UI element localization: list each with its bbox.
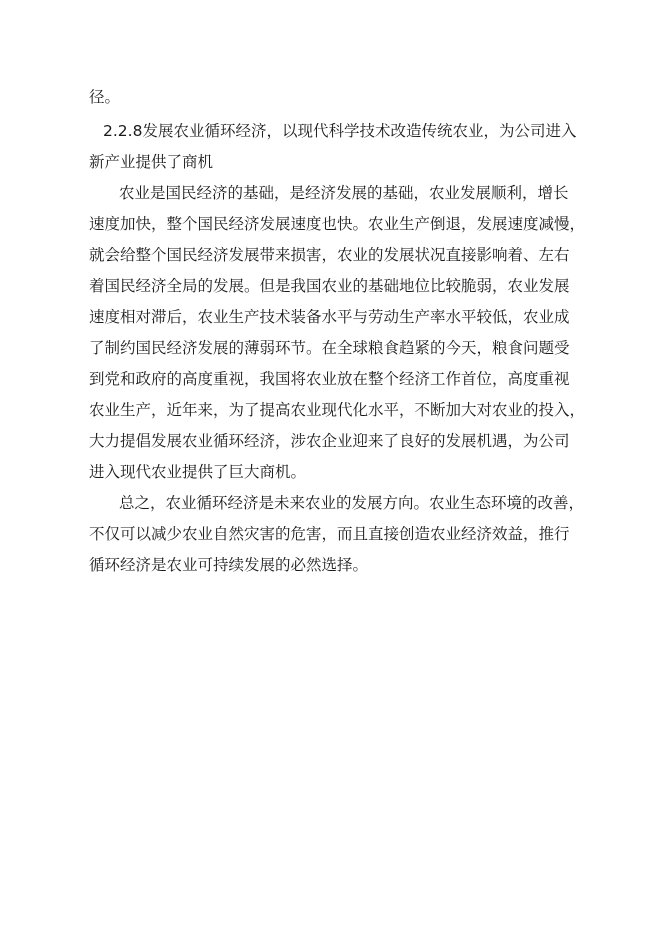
paragraph-line: 速度加快，整个国民经济发展速度也快。农业生产倒退，发展速度减慢， (89, 215, 586, 233)
paragraph-line: 就会给整个国民经济发展带来损害，农业的发展状况直接影响着、左右 (89, 246, 570, 264)
section-heading: 2.2.8发展农业循环经济，以现代科学技术改造传统农业，为公司进入 (103, 122, 577, 140)
paragraph-line: 着国民经济全局的发展。但是我国农业的基础地位比较脆弱，农业发展 (89, 277, 570, 295)
paragraph-line: 不仅可以减少农业自然灾害的危害，而且直接创造农业经济效益，推行 (89, 525, 570, 543)
paragraph-line: 总之，农业循环经济是未来农业的发展方向。农业生态环境的改善， (119, 494, 585, 512)
paragraph-line: 速度相对滞后，农业生产技术装备水平与劳动生产率水平较低，农业成 (89, 308, 570, 326)
paragraph-line: 循环经济是农业可持续发展的必然选择。 (89, 556, 369, 574)
paragraph-line: 了制约国民经济发展的薄弱环节。在全球粮食趋紧的今天，粮食问题受 (89, 339, 570, 357)
section-heading-continued: 新产业提供了商机 (89, 153, 214, 171)
text-line: 径。 (89, 88, 121, 106)
paragraph-line: 进入现代农业提供了巨大商机。 (89, 463, 307, 481)
paragraph-line: 农业生产，近年来，为了提高农业现代化水平，不断加大对农业的投入， (89, 401, 586, 419)
paragraph-line: 大力提倡发展农业循环经济，涉农企业迎来了良好的发展机遇，为公司 (89, 432, 570, 450)
paragraph-line: 到党和政府的高度重视，我国将农业放在整个经济工作首位，高度重视 (89, 370, 570, 388)
paragraph-line: 农业是国民经济的基础，是经济发展的基础，农业发展顺利，增长 (119, 184, 569, 202)
